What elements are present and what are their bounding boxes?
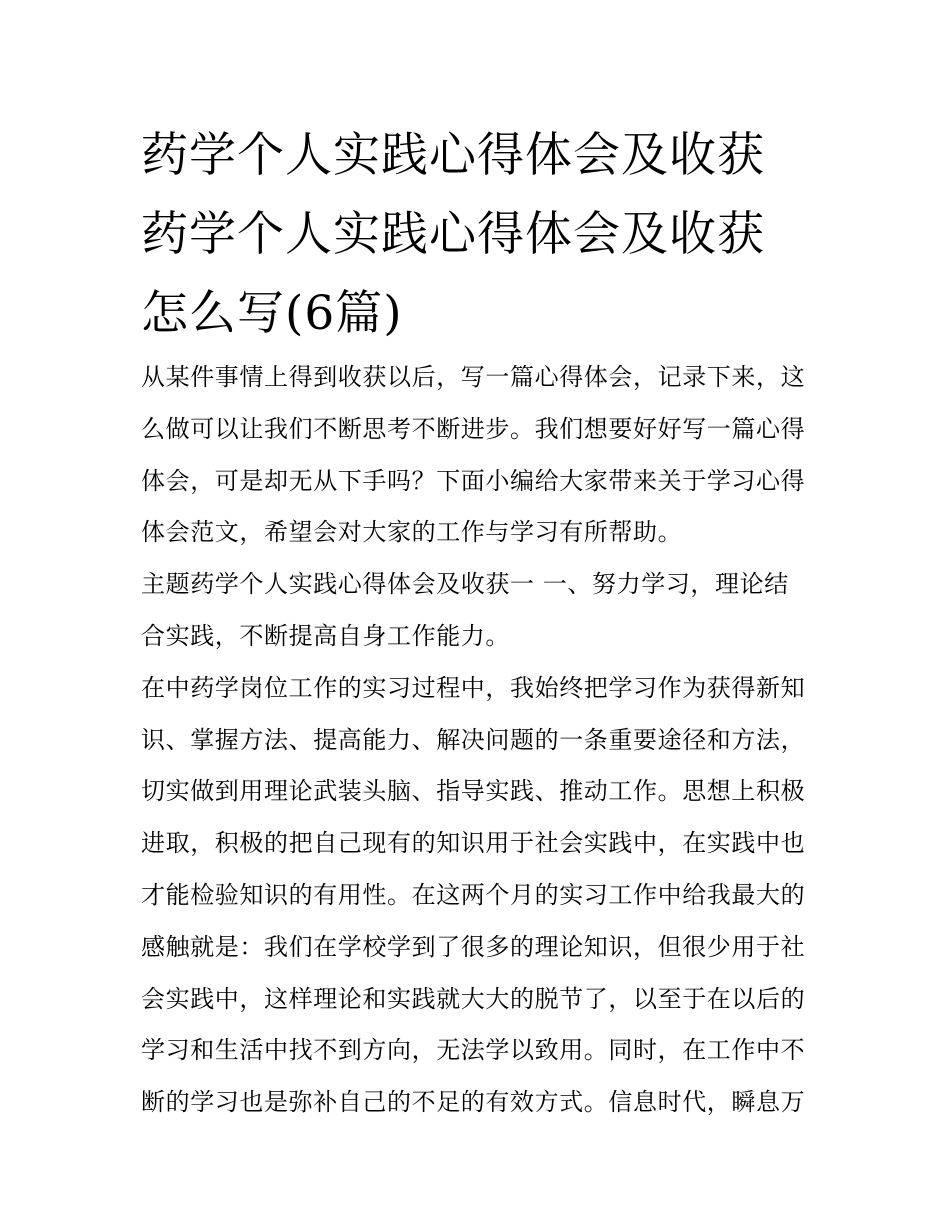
paragraph-intro: 从某件事情上得到收获以后，写一篇心得体会，记录下来，这 么做可以让我们不断思考不断进步。我们想要好好写一篇心得 体会，可是却无从下手吗？下面小编给大家带来关于学习心得 体会范文，希望会对大家的工作与学习有所帮助。: [141, 363, 806, 547]
paragraph-topic-heading: 主题药学个人实践心得体会及收获一 一、努力学习，理论结 合实践，不断提高自身工作能力。: [141, 570, 789, 650]
paragraph-main: 在中药学岗位工作的实习过程中，我始终把学习作为获得新知 识、掌握方法、提高能力、解决问题的一条重要途径和方法， 切实做到用理论武装头脑、指导实践、推动工作。思想上积极 进取，积极的把自己现有的知识用于社会实践中，在实践中也 才能检验知识的有用性。在这两个月的实习工作中给我最大的 感触就是：我们在学校学到了很多的理论知识，但很少用于社 会实践中，这样理论和实践就大大的脱节了，以至于在以后的 学习和生活中找不到方向，无法学以致用。同时，在工作中不 断的学习也是弥补自己的不足的有效方式。信息时代，瞬息万: [141, 673, 806, 1117]
document-body: [141, 352, 817, 1129]
document-title: 药学个人实践心得体会及收获 药学个人实践心得体会及收获 怎么写(6篇): [141, 128, 765, 341]
